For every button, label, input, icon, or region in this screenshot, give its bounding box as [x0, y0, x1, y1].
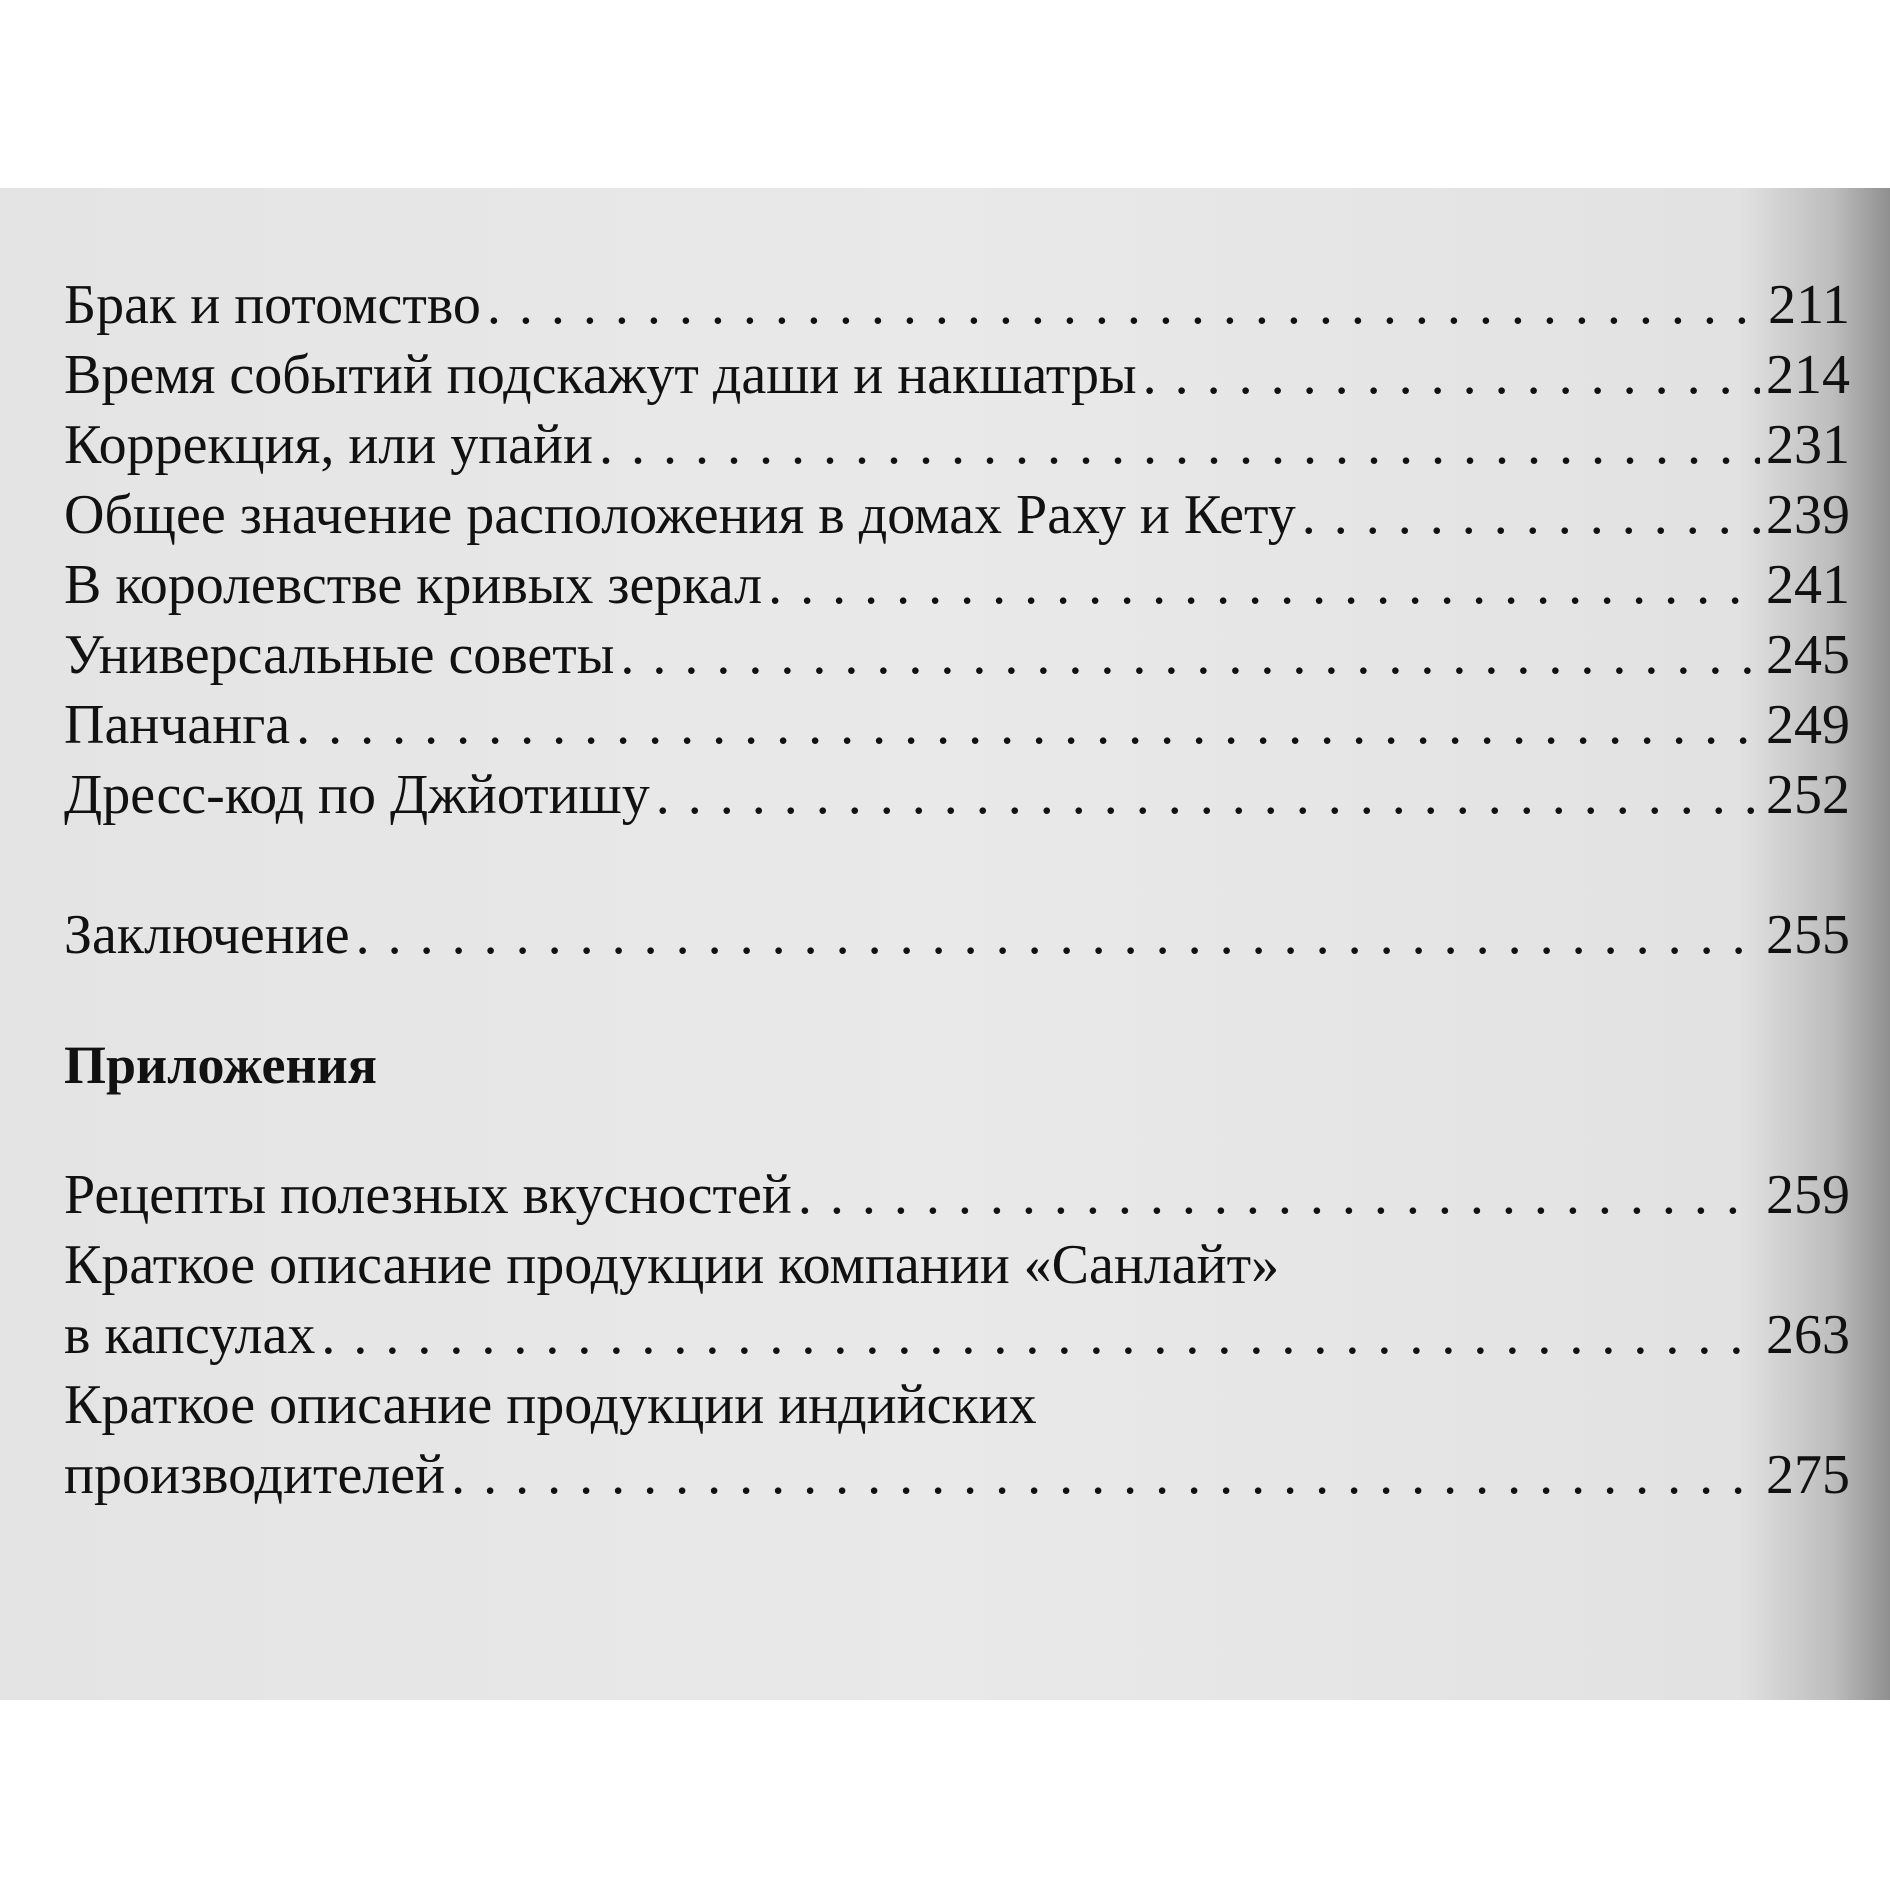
spacer: [64, 1100, 1850, 1160]
toc-entry-title: Время событий подскажут даши и накшатры: [64, 344, 1137, 406]
dot-leader: [356, 900, 1760, 970]
dot-leader: [296, 690, 1760, 760]
spacer: [64, 830, 1850, 900]
section-heading: Приложения: [64, 1035, 377, 1095]
toc-entry: [64, 760, 1850, 830]
dot-leader: [599, 410, 1760, 480]
toc-entry-title-line: Краткое описание продукции индийских: [64, 1374, 1037, 1436]
toc-entry-page: 245: [1766, 624, 1850, 686]
toc-entry-title: Брак и потомство: [64, 274, 481, 336]
toc-entry-page: 214: [1766, 344, 1850, 406]
toc-entry-title: в капсулах: [64, 1304, 316, 1366]
toc-entry-title: Коррекция, или упайи: [64, 414, 593, 476]
dot-leader: [798, 1160, 1760, 1230]
dot-leader: [656, 760, 1760, 830]
toc-entry-page: 263: [1766, 1304, 1850, 1366]
toc-entry-title: В королевстве кривых зеркал: [64, 554, 763, 616]
toc-entry-page: 275: [1766, 1444, 1850, 1506]
toc-entry-page: 239: [1766, 484, 1850, 546]
dot-leader: [768, 550, 1760, 620]
toc-entry-page: 255: [1766, 904, 1850, 966]
toc-entry-page: 259: [1766, 1164, 1850, 1226]
toc-entry-title: Рецепты полезных вкусностей: [64, 1164, 792, 1226]
toc-entry: [64, 1440, 1850, 1510]
toc-entry-page: 211: [1768, 274, 1850, 336]
book-page: [0, 188, 1890, 1700]
toc-entry: [64, 480, 1850, 550]
toc-entry-title: Заключение: [64, 904, 350, 966]
toc-entry-title: Общее значение расположения в домах Раху и Кету: [64, 484, 1296, 546]
toc-entry-page: 252: [1766, 764, 1850, 826]
toc-entry-page: 241: [1766, 554, 1850, 616]
toc-entry: [64, 1160, 1850, 1230]
toc-entry: [64, 410, 1850, 480]
toc-entry: [64, 340, 1850, 410]
dot-leader: [1143, 340, 1760, 410]
toc-entry-page: 249: [1766, 694, 1850, 756]
toc-entry: [64, 550, 1850, 620]
toc-entry: [64, 270, 1850, 340]
toc-entry-title: Панчанга: [64, 694, 291, 756]
toc-entry: [64, 690, 1850, 760]
table-of-contents: [64, 270, 1850, 1510]
toc-entry: [64, 620, 1850, 690]
dot-leader: [487, 270, 1762, 340]
toc-entry-conclusion: [64, 900, 1850, 970]
dot-leader: [620, 620, 1760, 690]
dot-leader: [1302, 480, 1760, 550]
toc-entry-title: Дресс-код по Джйотишу: [64, 764, 650, 826]
spacer: [64, 970, 1850, 1030]
dot-leader: [451, 1440, 1760, 1510]
toc-entry-title: Универсальные советы: [64, 624, 615, 686]
toc-entry-title-line: Краткое описание продукции компании «Санлайт»: [64, 1234, 1280, 1296]
toc-entry: [64, 1300, 1850, 1370]
toc-entry-title: производителей: [64, 1444, 446, 1506]
toc-entry-page: 231: [1766, 414, 1850, 476]
dot-leader: [321, 1300, 1760, 1370]
